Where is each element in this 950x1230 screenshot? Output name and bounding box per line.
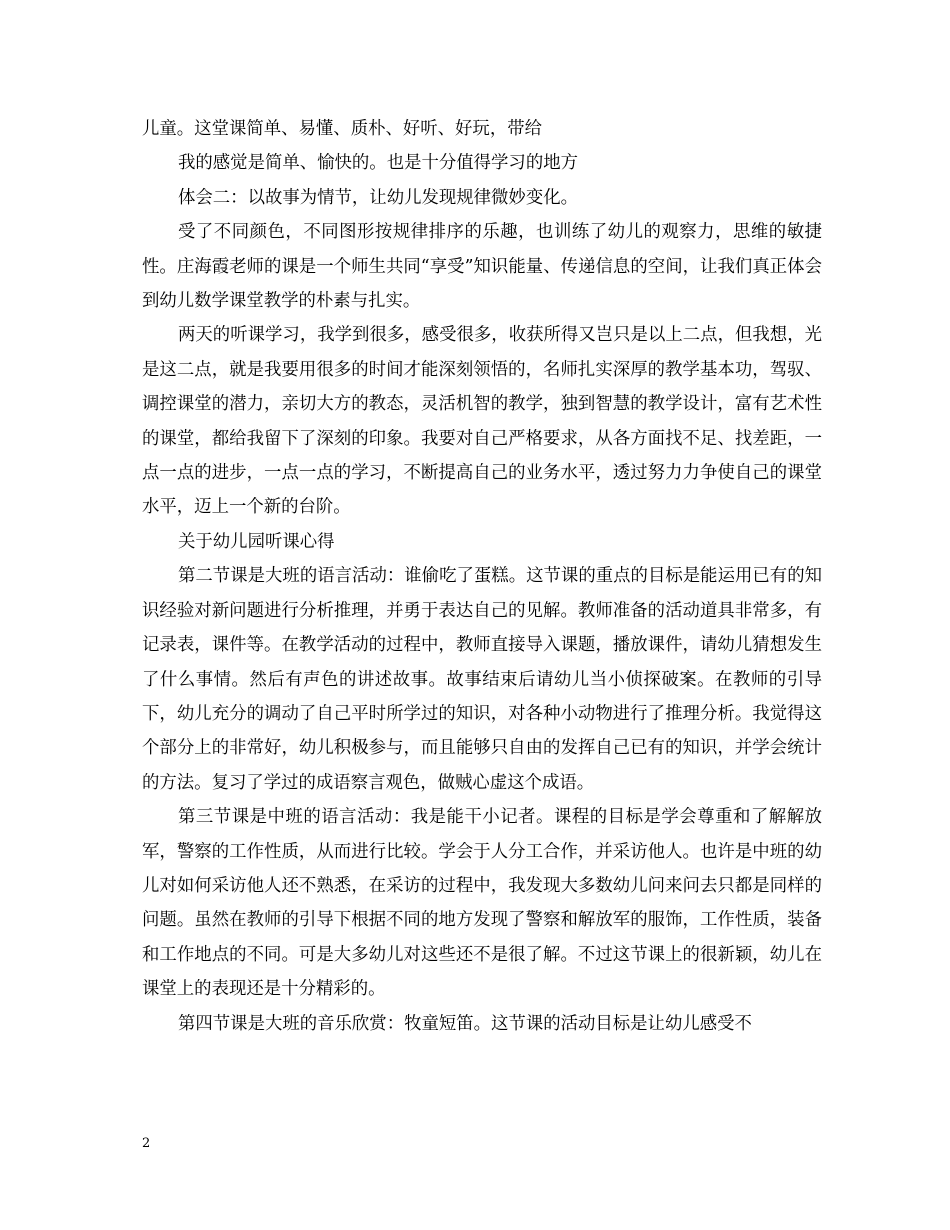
section-heading: 关于幼儿园听课心得 xyxy=(178,531,335,552)
document-body xyxy=(142,112,822,1041)
paragraph-7: 第二节课是大班的语言活动：谁偷吃了蛋糕。这节课的重点的目标是能运用已有的知识经验对新问题进行分析推理，并勇于表达自己的见解。教师准备的活动道具非常多，有记录表，课件等。在教学活动的过程中，教师直接导入课题，播放课件，请幼儿猜想发生了什么事情。然后有声色的讲述故事。故事结束后请幼儿当小侦探破案。在教师的引导下，幼儿充分的调动了自己平时所学过的知识，对各种小动物进行了推理分析。我觉得这个部分上的非常好，幼儿积极参与，而且能够只自由的发挥自己已有的知识，并学会统计的方法。复习了学过的成语察言观色，做贼心虚这个成语。 xyxy=(142,566,822,793)
paragraph-4: 受了不同颜色，不同图形按规律排序的乐趣，也训练了幼儿的观察力，思维的敏捷性。庄海霞老师的课是一个师生共同“享受”知识能量、传递信息的空间，让我们真正体会到幼儿数学课堂教学的朴素与扎实。 xyxy=(142,222,822,312)
paragraph-9: 第四节课是大班的音乐欣赏：牧童短笛。这节课的活动目标是让幼儿感受不 xyxy=(178,1013,752,1034)
paragraph-8: 第三节课是中班的语言活动：我是能干小记者。课程的目标是学会尊重和了解解放军，警察的工作性质，从而进行比较。学会于人分工合作，并采访他人。也许是中班的幼儿对如何采访他人还不熟悉，在采访的过程中，我发现大多数幼儿问来问去只都是同样的问题。虽然在教师的引导下根据不同的地方发现了警察和解放军的服饰，工作性质，装备和工作地点的不同。可是大多幼儿对这些还不是很了解。不过这节课上的很新颖，幼儿在课堂上的表现还是十分精彩的。 xyxy=(142,807,822,1000)
paragraph-3: 体会二：以故事为情节，让幼儿发现规律微妙变化。 xyxy=(178,187,578,208)
paragraph-2: 我的感觉是简单、愉快的。也是十分值得学习的地方 xyxy=(178,153,578,174)
page-number: 2 xyxy=(142,1136,151,1151)
paragraph-5: 两天的听课学习，我学到很多，感受很多，收获所得又岂只是以上二点，但我想，光是这二点，就是我要用很多的时间才能深刻领悟的，名师扎实深厚的教学基本功，驾驭、调控课堂的潜力，亲切大方的教态，灵活机智的教学，独到智慧的教学设计，富有艺术性的课堂，都给我留下了深刻的印象。我要对自己严格要求，从各方面找不足、找差距，一点一点的进步，一点一点的学习，不断提高自己的业务水平，透过努力力争使自己的课堂水平，迈上一个新的台阶。 xyxy=(142,325,822,518)
paragraph-1: 儿童。这堂课简单、易懂、质朴、好听、好玩，带给 xyxy=(142,119,542,139)
